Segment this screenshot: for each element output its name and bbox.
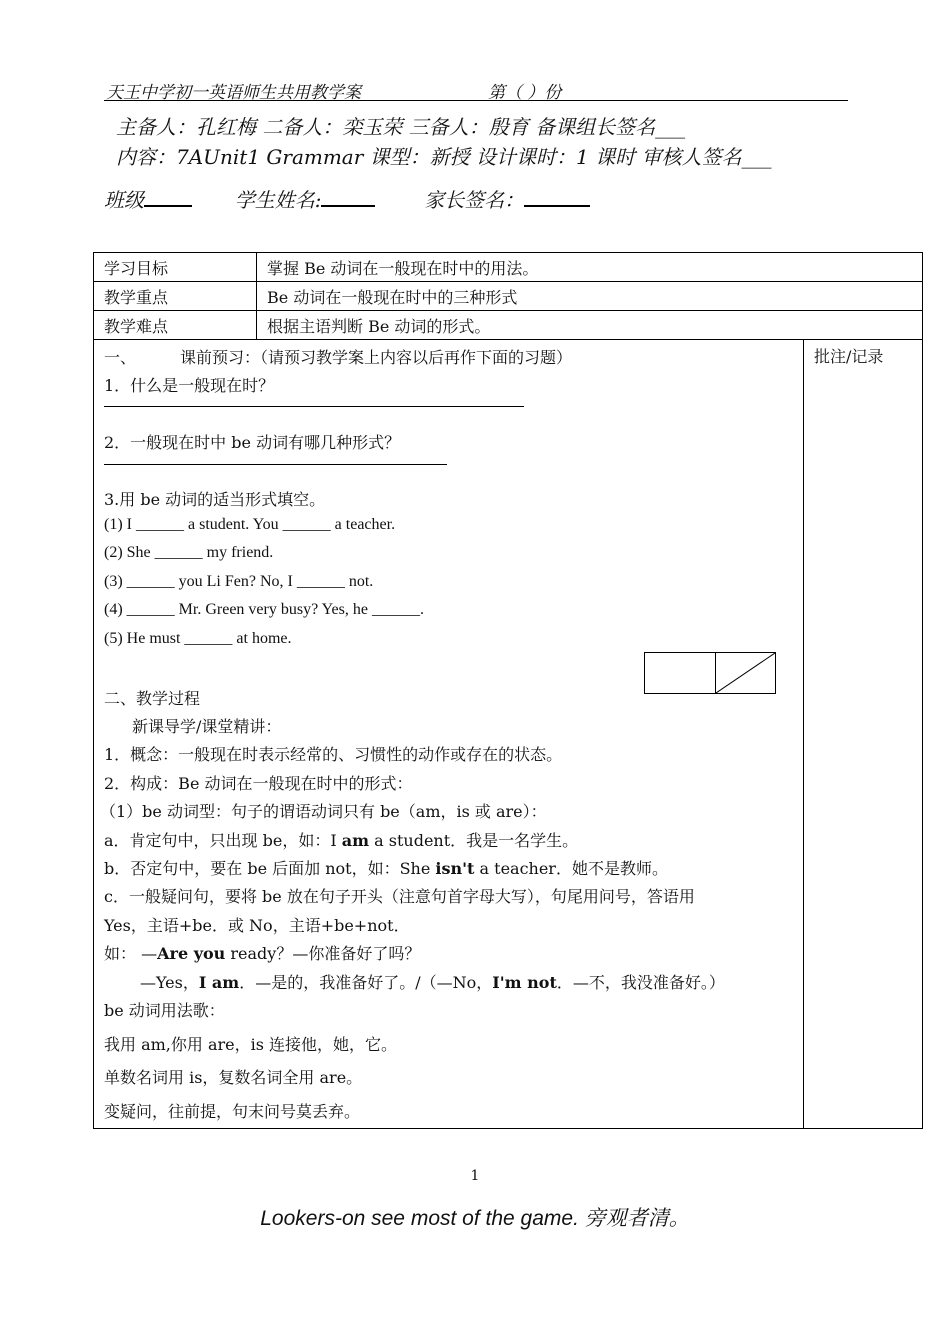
answer-mid: ．—是的，我准备好了。/（—No，: [239, 973, 493, 992]
song-title: be 动词用法歌：: [104, 1001, 225, 1020]
table-row: [94, 282, 923, 311]
question-3: 3.用 be 动词的适当形式填空。: [104, 490, 326, 509]
song-line-2: 单数名词用 is，复数名词全用 are。: [104, 1068, 363, 1087]
student-name-blank: [321, 187, 375, 207]
answer-blank-1: [104, 406, 524, 407]
question-rule-line-1: c．一般疑问句，要将 be 放在句子开头（注意句首字母大写），句尾用问号，答语用: [104, 887, 695, 906]
student-info-line: [104, 184, 590, 213]
negative-bold: isn't: [435, 859, 475, 878]
table-row-main: [94, 340, 923, 1129]
preparers-line: 主备人：孔红梅 二备人：栾玉荣 三备人：殷育 备课组长签名___: [116, 115, 686, 139]
affirmative-text: a．肯定句中，只出现 be，如：I: [104, 831, 342, 850]
negative-line: [104, 856, 668, 879]
question-rule-line-2: Yes，主语+be．或 No，主语+be+not．: [104, 916, 410, 935]
exercise-3: (3) ______ you Li Fen? No, I ______ not.: [104, 573, 374, 590]
answer-bold-1: I am: [198, 973, 240, 992]
example-prefix: 如： —: [104, 944, 158, 963]
copy-label: 第（ ）份: [488, 83, 562, 103]
question-1: 1．什么是一般现在时？: [104, 376, 275, 395]
exercise-4: (4) ______ Mr. Green very busy? Yes, he ______.: [104, 601, 424, 618]
preview-title-text: 课前预习：（请预习教学案上内容以后再作下面的习题）: [180, 348, 573, 367]
row-label: 教学难点: [94, 311, 257, 340]
exercise-5: (5) He must ______ at home.: [104, 630, 292, 647]
row-value: 掌握 Be 动词在一般现在时中的用法。: [257, 253, 923, 282]
concept-line: 1．概念：一般现在时表示经常的、习惯性的动作或存在的状态。: [104, 745, 563, 764]
question-2: 2．一般现在时中 be 动词有哪几种形式？: [104, 433, 401, 452]
answer-rest: ．—不，我没准备好。）: [556, 973, 725, 992]
parent-signature-label: 家长签名：: [424, 188, 525, 212]
row-value: 根据主语判断 Be 动词的形式。: [257, 311, 923, 340]
lesson-body: [94, 340, 804, 1129]
page-number: 1: [470, 1168, 480, 1184]
process-subtitle: 新课导学/课堂精讲：: [132, 717, 282, 736]
school-title: 天王中学初一英语师生共用教学案: [106, 83, 361, 103]
row-value: Be 动词在一般现在时中的三种形式: [257, 282, 923, 311]
affirmative-line: [104, 828, 578, 851]
row-label: 学习目标: [94, 253, 257, 282]
notes-header: 批注/记录: [814, 347, 884, 366]
row-label: 教学重点: [94, 282, 257, 311]
parent-signature-blank: [524, 187, 590, 207]
song-line-1: 我用 am,你用 are，is 连接他，她，它。: [104, 1035, 398, 1054]
exercise-1: (1) I ______ a student. You ______ a teacher.: [104, 516, 396, 533]
preview-title-number: 一、: [104, 348, 137, 367]
preview-title: [104, 345, 572, 368]
process-title: 二、教学过程: [104, 689, 201, 708]
example-rest: ready？—你准备好了吗？: [225, 944, 421, 963]
student-name-label: 学生姓名:: [234, 188, 322, 212]
answer-bold-2: I'm not: [492, 973, 557, 992]
exercise-2: (2) She ______ my friend.: [104, 544, 274, 561]
example-answer: [140, 970, 725, 993]
footer-proverb: Lookers-on see most of the game. 旁观者清。: [260, 1207, 690, 1230]
class-label: 班级: [104, 188, 144, 212]
class-blank: [144, 187, 192, 207]
table-row: [94, 253, 923, 282]
song-line-3: 变疑问，往前提，句末问号莫丢弃。: [104, 1102, 361, 1121]
document-header-line: [104, 76, 848, 101]
answer-prefix: —Yes，: [140, 973, 199, 992]
table-row: [94, 311, 923, 340]
notes-column: [804, 340, 923, 1129]
example-question: [104, 941, 420, 964]
affirmative-bold: am: [341, 831, 370, 850]
score-box: [644, 652, 776, 694]
structure-line: 2．构成：Be 动词在一般现在时中的形式：: [104, 774, 413, 793]
negative-example: a teacher．她不是教师。: [474, 859, 668, 878]
answer-blank-2: [104, 464, 447, 465]
example-bold: Are you: [157, 944, 226, 963]
affirmative-example: a student．我是一名学生。: [369, 831, 579, 850]
lesson-table: [93, 252, 923, 1129]
be-type-line: （1）be 动词型：句子的谓语动词只有 be（am，is 或 are）：: [100, 802, 547, 821]
content-line: 内容：7AUnit1 Grammar 课型：新授 设计课时：1 课时 审核人签名___: [116, 145, 772, 169]
score-box-slash: [716, 653, 775, 693]
negative-text: b．否定句中，要在 be 后面加 not，如：She: [104, 859, 436, 878]
